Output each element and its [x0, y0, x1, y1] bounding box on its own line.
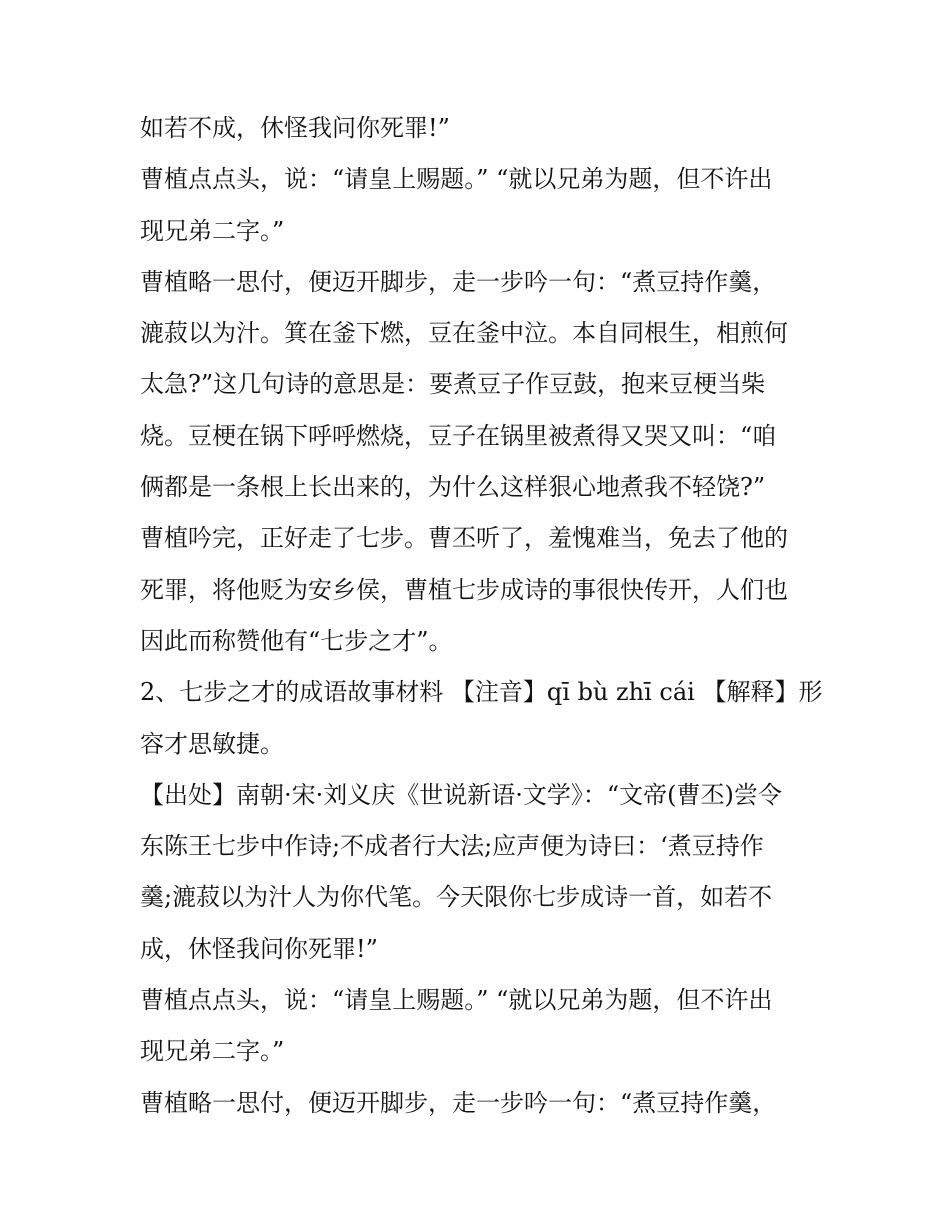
text-line: 【出处】南朝·宋·刘义庆《世说新语·文学》：“文帝(曹丕)尝令 [140, 780, 782, 809]
text-line: 俩都是一条根上长出来的，为什么这样狠心地煮我不轻饶?” [140, 473, 766, 502]
text-line: 成，休怪我问你死罪!” [140, 934, 378, 963]
text-line: 因此而称赞他有“七步之才”。 [140, 626, 453, 655]
text-line: 现兄弟二字。” [140, 1037, 285, 1066]
text-line: 烧。豆梗在锅下呼呼燃烧，豆子在锅里被煮得又哭又叫：“咱 [140, 421, 777, 450]
text-line: 羹;漉菽以为汁人为你代笔。今天限你七步成诗一首，如若不 [140, 883, 773, 912]
text-line: 容才思敏捷。 [140, 729, 284, 758]
text-line: 死罪，将他贬为安乡侯，曹植七步成诗的事很快传开，人们也 [140, 575, 788, 604]
document-body [140, 108, 823, 1134]
text-line: 2、七步之才的成语故事材料 【注音】qī bù zhī cái 【解释】形 [140, 678, 823, 707]
text-line: 东陈王七步中作诗;不成者行大法;应声便为诗曰：‘煮豆持作 [140, 832, 764, 861]
text-line: 曹植略一思付，便迈开脚步，走一步吟一句：“煮豆持作羹， [140, 267, 777, 296]
text-line: 曹植略一思付，便迈开脚步，走一步吟一句：“煮豆持作羹， [140, 1088, 777, 1117]
text-line: 现兄弟二字。” [140, 216, 285, 245]
text-line: 漉菽以为汁。箕在釜下燃，豆在釜中泣。本自同根生，相煎何 [140, 319, 788, 348]
text-line: 曹植点点头，说：“请皇上赐题。” “就以兄弟为题，但不许出 [140, 986, 773, 1015]
text-line: 曹植点点头，说：“请皇上赐题。” “就以兄弟为题，但不许出 [140, 165, 773, 194]
text-line: 如若不成，休怪我问你死罪!” [140, 114, 450, 142]
text-line: 曹植吟完，正好走了七步。曹丕听了，羞愧难当，免去了他的 [140, 524, 788, 553]
text-line: 太急?”这几句诗的意思是：要煮豆子作豆鼓，抱来豆梗当柴 [140, 370, 766, 399]
